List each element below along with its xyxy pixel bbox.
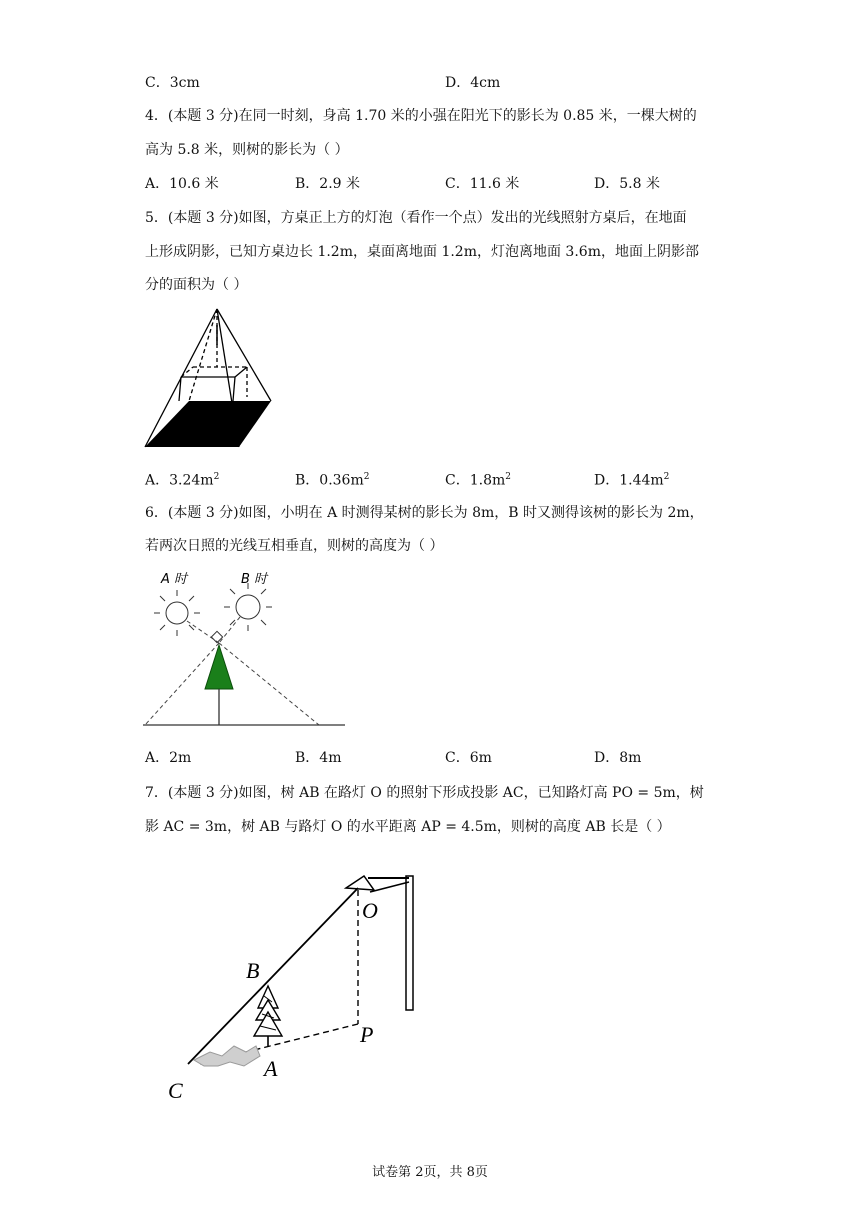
- page-footer: 试卷第 2页，共 8页: [372, 1165, 488, 1180]
- q7-label-c: C: [168, 1078, 183, 1103]
- q6-option-c: C．6m: [445, 750, 492, 766]
- q4-option-a: A．10.6 米: [145, 176, 219, 192]
- q7-label-a: A: [264, 1056, 278, 1081]
- tree-icon: [254, 986, 282, 1046]
- q5-option-a: A．$3.24m^2$: [145, 472, 220, 489]
- q7-text-line2: 影 AC = 3m，树 AB 与路灯 O 的水平距离 AP = 4.5m，则树的高度 AB 长是（ ）: [145, 819, 671, 835]
- q3-option-c: C．3cm: [145, 75, 200, 91]
- q5-text-line2: 上形成阴影，已知方桌边长 1.2m，桌面离地面 1.2m，灯泡离地面 3.6m，地面上阴影部: [145, 244, 699, 260]
- q5-table-shadow-figure: [143, 305, 275, 451]
- sun-a-icon: [154, 590, 200, 636]
- q7-text-line1: 7．(本题 3 分)如图，树 AB 在路灯 O 的照射下形成投影 AC，已知路灯高 PO = 5m，树: [145, 785, 704, 801]
- q7-label-o: O: [362, 898, 378, 923]
- q4-option-d: D．5.8 米: [594, 176, 660, 192]
- q5-text-line3: 分的面积为（ ）: [145, 277, 248, 293]
- q7-label-p: P: [360, 1022, 374, 1047]
- q5-option-d: D．$1.44m^2$: [594, 472, 670, 489]
- q6-option-a: A．2m: [145, 750, 192, 766]
- sun-b-icon: [224, 583, 272, 631]
- q5-option-b: B．$0.36m^2$: [295, 472, 370, 489]
- q3-option-d: D．4cm: [445, 75, 501, 91]
- tree-icon: [205, 645, 233, 689]
- q6-text-line1: 6．(本题 3 分)如图，小明在 A 时测得某树的影长为 8m，B 时又测得该树的影长为 2m，: [145, 505, 704, 521]
- q4-option-c: C．11.6 米: [445, 176, 520, 192]
- tree-shadow: [194, 1046, 260, 1066]
- lamp-post: [406, 876, 413, 1010]
- q7-label-b: B: [246, 958, 260, 983]
- q5-text-line1: 5．(本题 3 分)如图，方桌正上方的灯泡（看作一个点）发出的光线照射方桌后，在地面: [145, 210, 687, 226]
- q6-label-a-time: A 时: [161, 572, 188, 587]
- q4-text-line2: 高为 5.8 米，则树的影长为（ ）: [145, 142, 349, 158]
- q4-text-line1: 4．(本题 3 分)在同一时刻，身高 1.70 米的小强在阳光下的影长为 0.85 米，一棵大树的: [145, 108, 697, 124]
- q7-street-lamp-figure: [160, 868, 430, 1108]
- q6-text-line2: 若两次日照的光线互相垂直，则树的高度为（ ）: [145, 538, 444, 554]
- q6-label-b-time: B 时: [241, 572, 268, 587]
- q6-option-d: D．8m: [594, 750, 642, 766]
- q5-option-c: C．$1.8m^2$: [445, 472, 511, 489]
- q6-option-b: B．4m: [295, 750, 342, 766]
- q4-option-b: B．2.9 米: [295, 176, 361, 192]
- q6-tree-sun-figure: [143, 565, 347, 730]
